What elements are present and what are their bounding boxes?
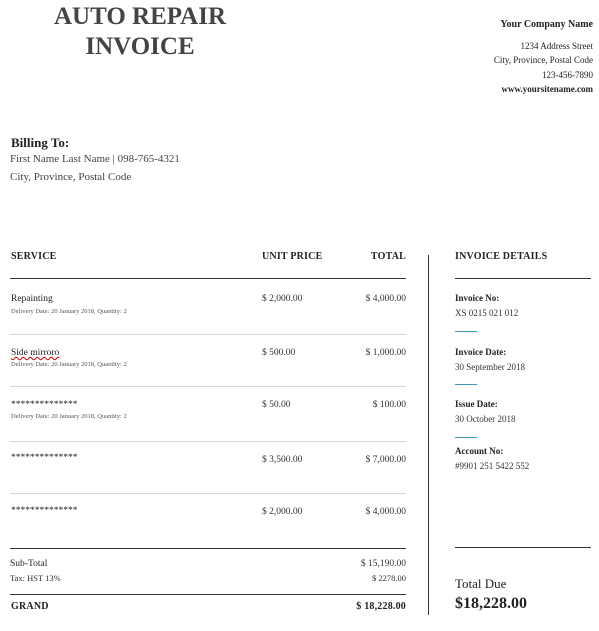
row-divider xyxy=(10,493,406,494)
service-header: SERVICE xyxy=(11,251,57,262)
row-divider xyxy=(10,386,406,387)
invoice-no-value: XS 0215 021 012 xyxy=(455,308,519,318)
row-4-service: ************** xyxy=(11,453,78,463)
invoice-date-label: Invoice Date: xyxy=(455,347,507,357)
row-3-total: $ 100.00 xyxy=(372,400,406,410)
row-2-total: $ 1,000.00 xyxy=(365,348,406,358)
row-3-service: ************** xyxy=(11,400,78,410)
company-city: City, Province, Postal Code xyxy=(493,55,593,65)
accent-divider xyxy=(455,331,477,332)
invoice-no-label: Invoice No: xyxy=(455,293,500,303)
billing-name-phone: First Name Last Name | 098-765-4321 xyxy=(10,153,180,165)
billing-city: City, Province, Postal Code xyxy=(10,171,132,183)
unit-price-header: UNIT PRICE xyxy=(262,251,323,262)
company-phone: 123-456-7890 xyxy=(542,69,593,80)
account-no-value: #9901 251 5422 552 xyxy=(455,461,530,471)
column-separator xyxy=(428,255,429,615)
company-website: www.yoursitename.com xyxy=(501,84,593,94)
company-name: Your Company Name xyxy=(500,19,593,30)
row-3-detail: Delivery Date: 20 January 2018, Quantity: 2 xyxy=(11,413,127,420)
total-header: TOTAL xyxy=(370,251,406,262)
details-header-divider xyxy=(455,278,591,279)
tax-label: Tax: HST 13% xyxy=(10,573,61,583)
invoice-title-line1: AUTO REPAIR xyxy=(53,3,226,30)
row-1-total: $ 4,000.00 xyxy=(365,294,406,304)
row-1-detail: Delivery Date: 20 January 2018, Quantity: 2 xyxy=(11,308,127,315)
billing-label: Billing To: xyxy=(11,135,70,150)
invoice-date-value: 30 September 2018 xyxy=(455,362,525,372)
grand-value: $ 18,228.00 xyxy=(356,601,406,612)
row-5-service: ************** xyxy=(11,506,78,516)
accent-divider xyxy=(455,437,477,438)
row-4-total: $ 7,000.00 xyxy=(365,455,406,465)
row-5-total: $ 4,000.00 xyxy=(365,507,406,517)
row-4-unit-price: $ 3,500.00 xyxy=(262,455,303,465)
row-divider xyxy=(10,334,406,335)
table-header-divider xyxy=(10,278,406,279)
issue-date-label: Issue Date: xyxy=(455,399,498,409)
company-block xyxy=(494,18,593,97)
subtotal-label: Sub-Total xyxy=(10,559,48,569)
subtotal-value: $ 15,190.00 xyxy=(360,559,406,569)
issue-date-value: 30 October 2018 xyxy=(455,414,516,424)
total-due-label: Total Due xyxy=(455,576,507,591)
total-due-divider xyxy=(455,547,591,548)
invoice-details-heading: INVOICE DETAILS xyxy=(455,251,548,262)
grand-divider xyxy=(10,594,406,595)
row-1-service: Repainting xyxy=(11,294,53,304)
row-2-service: Side mirroro xyxy=(11,348,60,358)
grand-label: GRAND xyxy=(11,601,49,612)
row-2-detail: Delivery Date: 20 January 2018, Quantity: 2 xyxy=(11,361,127,368)
accent-divider xyxy=(455,384,477,385)
totals-divider xyxy=(10,548,406,549)
row-5-unit-price: $ 2,000.00 xyxy=(262,507,303,517)
total-due-value: $18,228.00 xyxy=(455,595,527,612)
company-address: 1234 Address Street xyxy=(520,40,593,51)
invoice-title-line2: INVOICE xyxy=(85,33,195,60)
row-divider xyxy=(10,441,406,442)
tax-value: $ 2278.00 xyxy=(372,573,406,583)
row-2-unit-price: $ 500.00 xyxy=(262,348,296,358)
account-no-label: Account No: xyxy=(455,446,504,456)
row-3-unit-price: $ 50.00 xyxy=(262,400,291,410)
row-1-unit-price: $ 2,000.00 xyxy=(262,294,303,304)
